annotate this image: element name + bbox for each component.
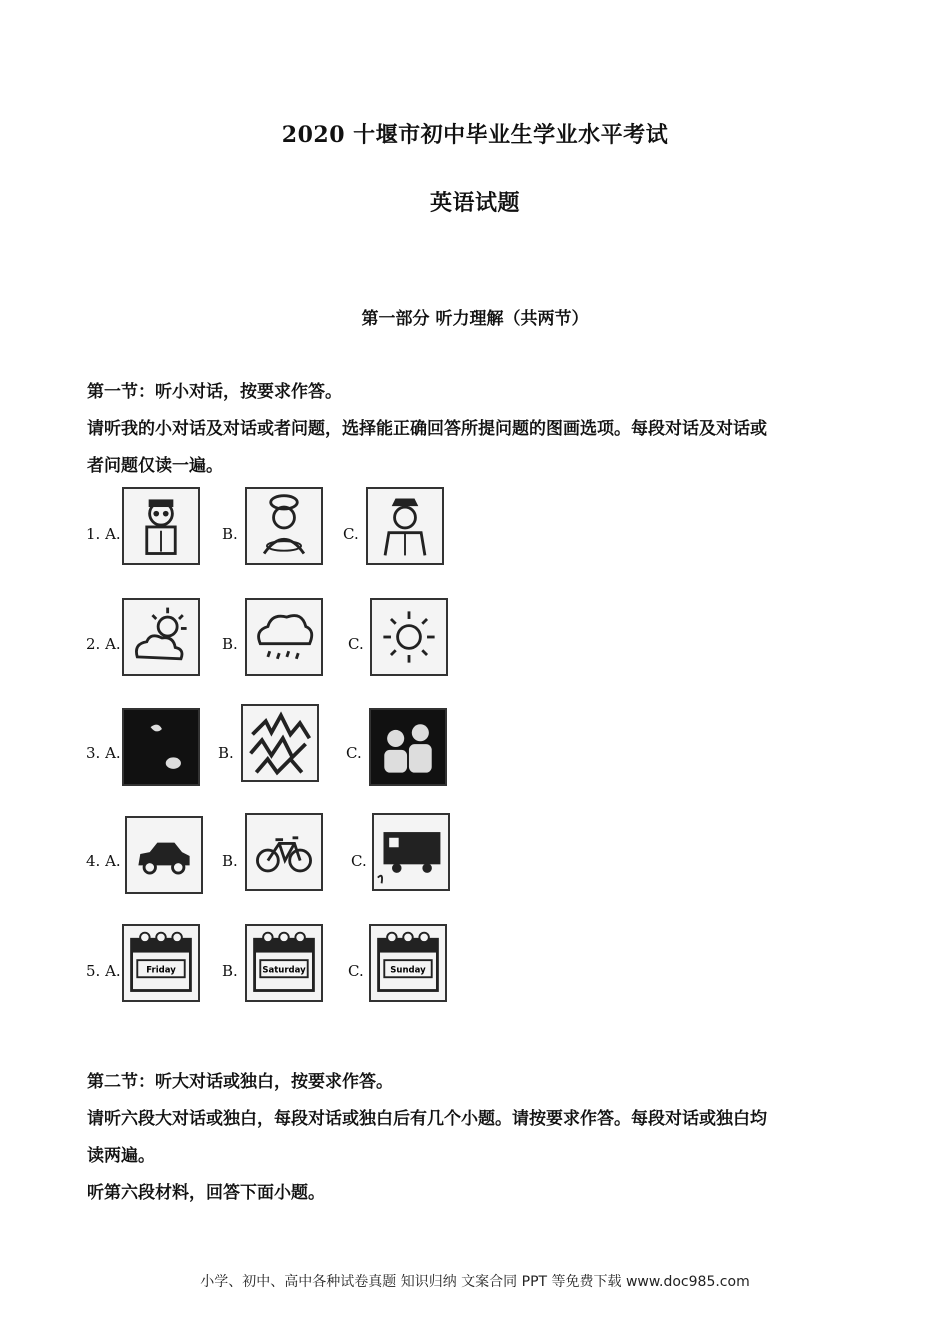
option-b-label: B. (222, 525, 238, 543)
option-a-label: 4. A. (86, 852, 121, 870)
question-2 (0, 598, 950, 688)
option-c-label: C. (343, 525, 359, 543)
calendar-icon (122, 924, 200, 1002)
question-1 (0, 487, 950, 577)
option-c-label: C. (346, 744, 362, 762)
question-3 (0, 708, 950, 798)
section2-heading: 第二节：听大对话或独白，按要求作答。 (87, 1072, 393, 1092)
section2-prompt: 听第六段材料，回答下面小题。 (87, 1183, 325, 1203)
calendar-icon (369, 924, 447, 1002)
police-officer-icon (366, 487, 444, 565)
doctor-icon (122, 487, 200, 565)
option-b-label: B. (222, 962, 238, 980)
option-c-label: C. (348, 962, 364, 980)
section1-block (87, 374, 867, 485)
crowd-icon (241, 704, 319, 782)
option-a-label: 3. A. (86, 744, 121, 762)
exam-title: 2020 十堰市初中毕业生学业水平考试 (281, 122, 669, 148)
bicycle-icon (245, 813, 323, 891)
calendar-a-day: Friday (146, 965, 176, 976)
option-c-label: C. (348, 635, 364, 653)
question-4 (0, 816, 950, 906)
option-a-label: 1. A. (86, 525, 121, 543)
section2-instructions-line2: 读两遍。 (87, 1146, 155, 1166)
exam-subtitle: 英语试题 (429, 190, 520, 216)
calendar-c-day: Sunday (390, 965, 426, 976)
section2-block (87, 1064, 867, 1212)
bus-icon (372, 813, 450, 891)
rain-icon (245, 598, 323, 676)
sunny-icon (370, 598, 448, 676)
option-a-label: 2. A. (86, 635, 121, 653)
calendar-b-day: Saturday (262, 965, 306, 976)
cook-icon (245, 487, 323, 565)
part-heading: 第一部分 听力理解（共两节） (361, 309, 589, 329)
calendar-icon (245, 924, 323, 1002)
section1-heading: 第一节：听小对话，按要求作答。 (87, 382, 342, 402)
section1-instructions-line1: 请听我的小对话及对话或者问题，选择能正确回答所提问题的图画选项。每段对话及对话或 (87, 419, 767, 439)
partly-cloudy-icon (122, 598, 200, 676)
people-icon (369, 708, 447, 786)
option-b-label: B. (222, 852, 238, 870)
option-a-label: 5. A. (86, 962, 121, 980)
option-c-label: C. (351, 852, 367, 870)
option-b-label: B. (218, 744, 234, 762)
option-b-label: B. (222, 635, 238, 653)
question-5 (0, 924, 950, 1014)
section1-instructions-line2: 者问题仅读一遍。 (87, 456, 223, 476)
night-sky-icon (122, 708, 200, 786)
car-icon (125, 816, 203, 894)
section2-instructions-line1: 请听六段大对话或独白，每段对话或独白后有几个小题。请按要求作答。每段对话或独白均 (87, 1109, 767, 1129)
footer-link[interactable]: 小学、初中、高中各种试卷真题 知识归纳 文案合同 PPT 等免费下载 www.doc985.com (200, 1274, 750, 1290)
